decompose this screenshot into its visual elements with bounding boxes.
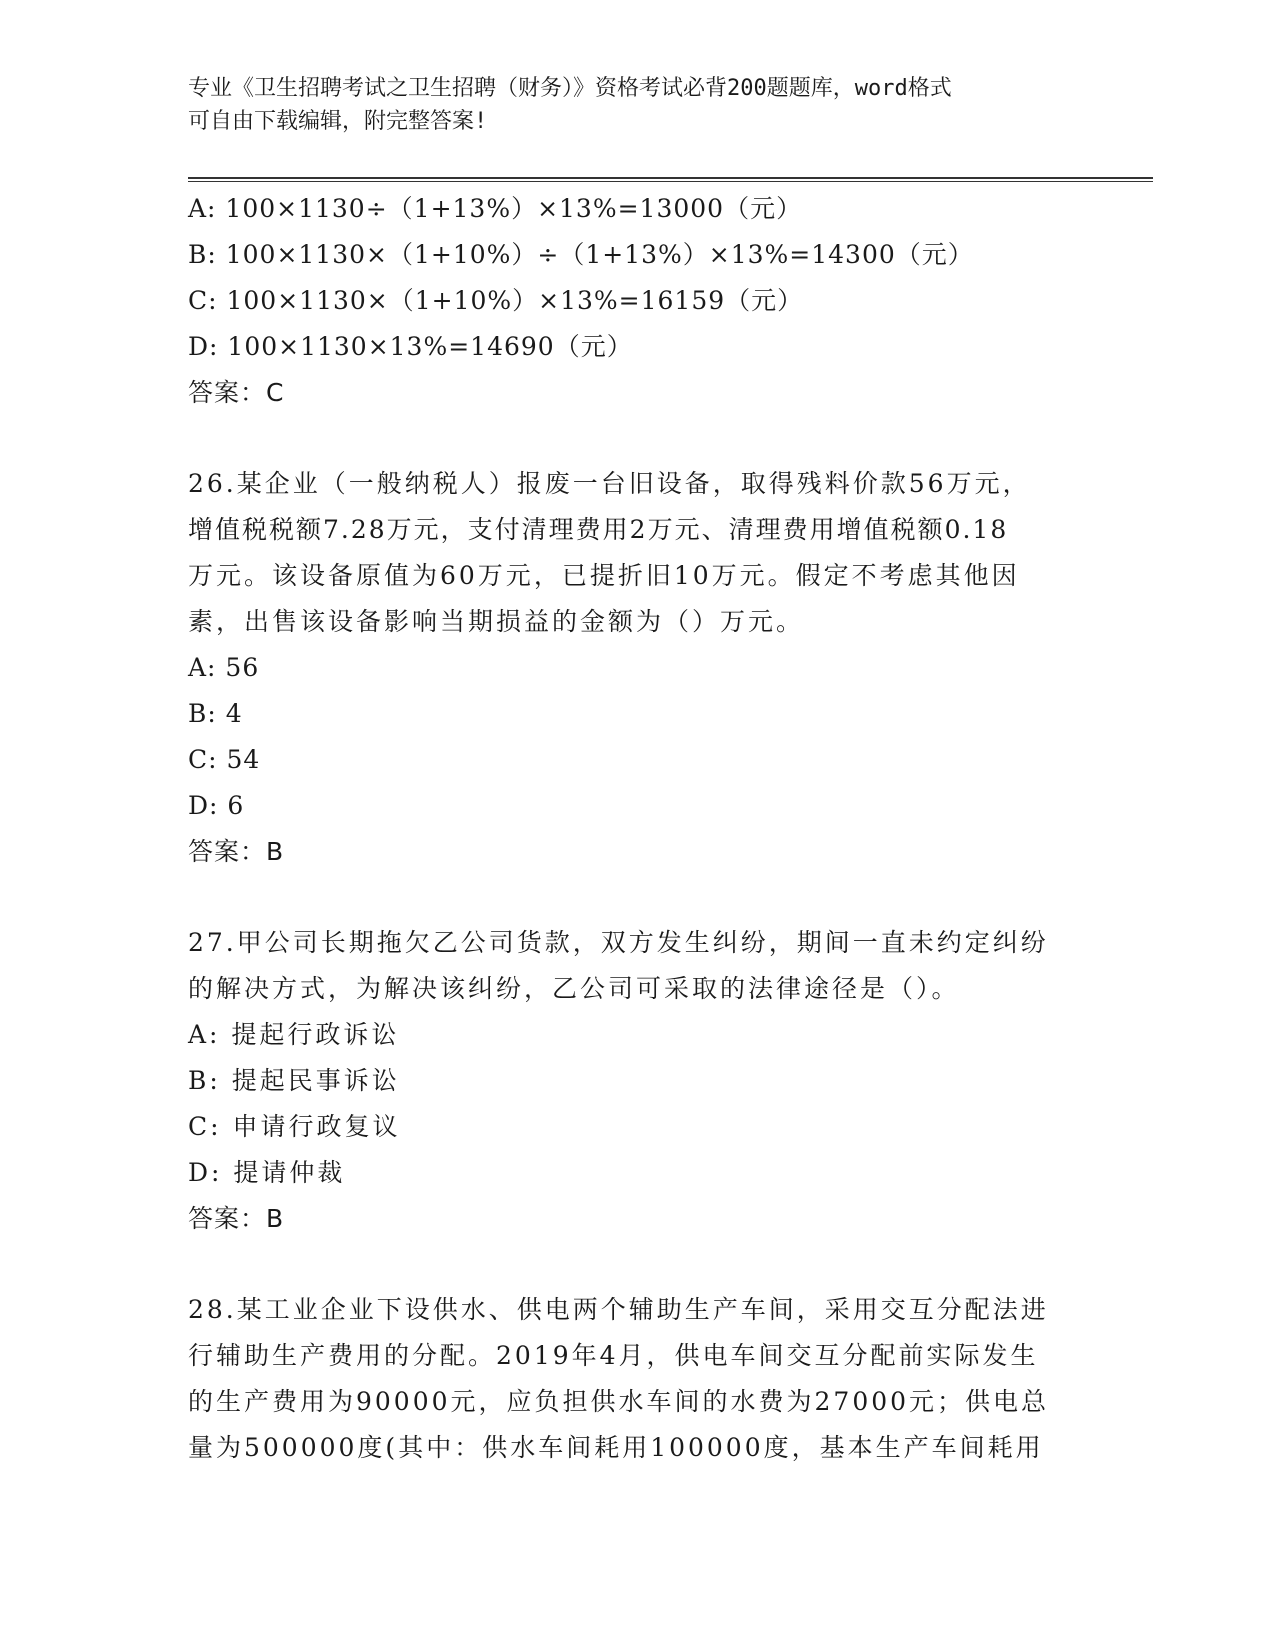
- answer: 答案：B: [188, 1204, 285, 1233]
- question-stem-line: 27.甲公司长期拖欠乙公司货款，双方发生纠纷，期间一直未约定纠纷: [188, 928, 1049, 957]
- question-stem-line: 量为500000度(其中：供水车间耗用100000度，基本生产车间耗用: [188, 1433, 1044, 1462]
- answer: 答案：C: [188, 378, 285, 407]
- option-c: C: 100×1130×（1+10%）×13%=16159（元）: [188, 286, 804, 315]
- question-stem-line: 万元。该设备原值为60万元，已提折旧10万元。假定不考虑其他因: [188, 561, 1020, 590]
- question-stem-line: 的生产费用为90000元，应负担供水车间的水费为27000元；供电总: [188, 1387, 1050, 1416]
- option-b: B: 4: [188, 699, 243, 728]
- header-line-1: 专业《卫生招聘考试之卫生招聘（财务）》资格考试必背200题题库，word格式: [188, 76, 952, 101]
- question-27: [188, 920, 1088, 1242]
- question-stem-line: 素，出售该设备影响当期损益的金额为（）万元。: [188, 607, 805, 636]
- question-25: [188, 186, 1088, 416]
- answer: 答案：B: [188, 837, 285, 866]
- document-body: [188, 186, 1088, 1471]
- question-26: [188, 461, 1088, 875]
- option-a: A: 56: [188, 653, 260, 682]
- option-a: A: 提起行政诉讼: [188, 1020, 400, 1049]
- question-stem-line: 26.某企业（一般纳税人）报废一台旧设备，取得残料价款56万元，: [188, 469, 1031, 498]
- question-stem-line: 28.某工业企业下设供水、供电两个辅助生产车间，采用交互分配法进: [188, 1295, 1049, 1324]
- option-c: C: 申请行政复议: [188, 1112, 401, 1141]
- option-c: C: 54: [188, 745, 261, 774]
- header-divider: [188, 177, 1153, 182]
- option-a: A: 100×1130÷（1+13%）×13%=13000（元）: [188, 194, 803, 223]
- document-header: [188, 72, 1068, 138]
- option-b: B: 提起民事诉讼: [188, 1066, 400, 1095]
- header-line-2: 可自由下载编辑，附完整答案!: [188, 109, 488, 134]
- question-stem-line: 行辅助生产费用的分配。2019年4月，供电车间交互分配前实际发生: [188, 1341, 1039, 1370]
- question-stem-line: 的解决方式，为解决该纠纷，乙公司可采取的法律途径是（）。: [188, 974, 960, 1003]
- option-b: B: 100×1130×（1+10%）÷（1+13%）×13%=14300（元）: [188, 240, 974, 269]
- question-stem-line: 增值税税额7.28万元，支付清理费用2万元、清理费用增值税额0.18: [188, 515, 1009, 544]
- question-28: [188, 1287, 1088, 1471]
- option-d: D: 6: [188, 791, 245, 820]
- option-d: D: 100×1130×13%=14690（元）: [188, 332, 633, 361]
- option-d: D: 提请仲裁: [188, 1158, 346, 1187]
